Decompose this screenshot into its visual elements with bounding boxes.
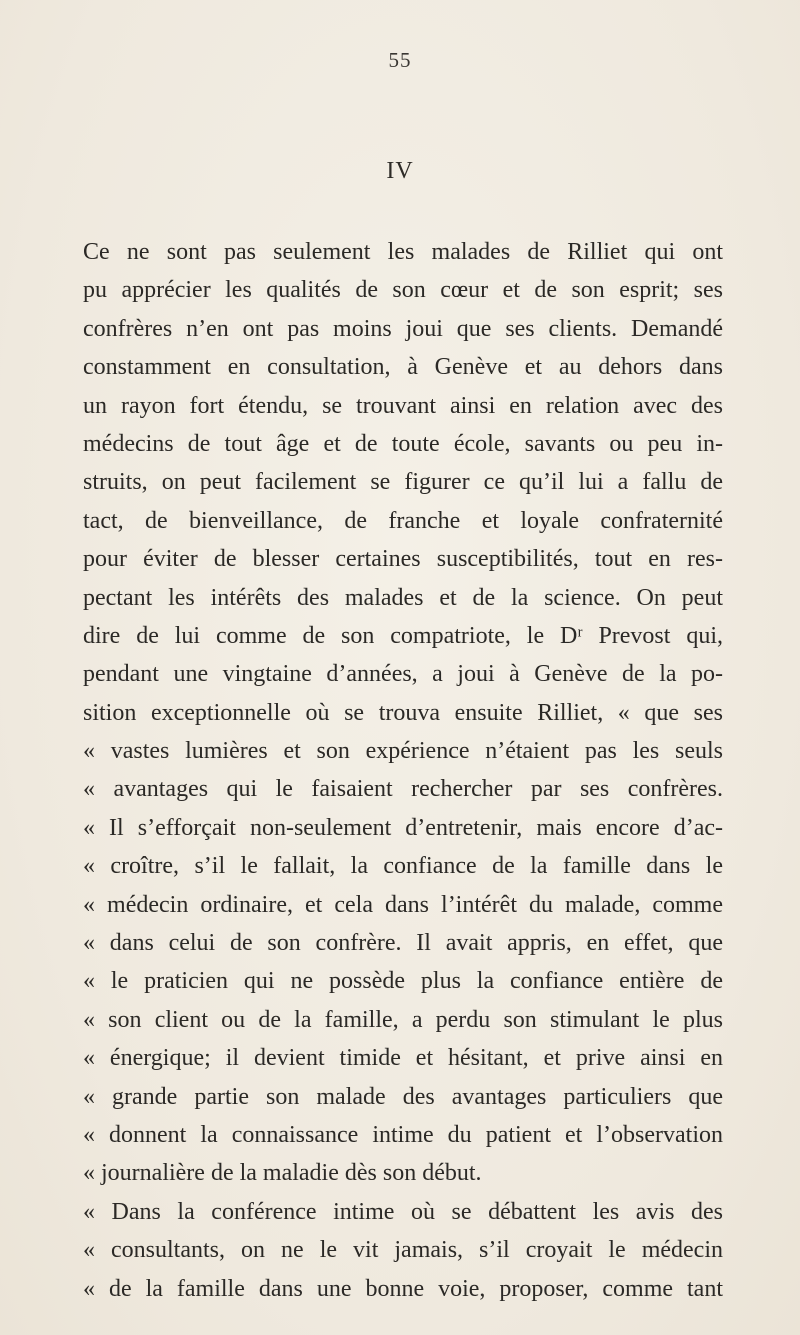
text-line: « avantages qui le faisaient rechercher par ses confrères.: [83, 776, 723, 803]
text-line: sition exceptionnelle où se trouva ensuite Rilliet, « que ses: [83, 699, 723, 726]
text-line: Ce ne sont pas seulement les malades de Rilliet qui ont: [83, 239, 723, 265]
text-line: dire de lui comme de son compatriote, le Dʳ Prevost qui,: [83, 622, 723, 649]
chapter-heading: IV: [386, 158, 414, 184]
text-line: « Il s’efforçait non-seulement d’entretenir, mais encore d’ac-: [83, 814, 723, 841]
text-line: « grande partie son malade des avantages particuliers que: [83, 1083, 723, 1110]
text-line: « consultants, on ne le vit jamais, s’il croyait le médecin: [83, 1237, 723, 1264]
text-line: constamment en consultation, à Genève et au dehors dans: [83, 354, 723, 381]
text-line: pendant une vingtaine d’années, a joui à Genève de la po-: [83, 661, 723, 688]
text-line: « journalière de la maladie dès son début.: [83, 1160, 482, 1187]
text-line: « vastes lumières et son expérience n’étaient pas les seuls: [83, 738, 723, 765]
text-line: un rayon fort étendu, se trouvant ainsi en relation avec des: [83, 392, 723, 419]
text-line: « le praticien qui ne possède plus la confiance entière de: [83, 968, 723, 995]
text-line: « donnent la connaissance intime du patient et l’observation: [83, 1121, 723, 1148]
text-line: « son client ou de la famille, a perdu son stimulant le plus: [83, 1006, 723, 1033]
text-line: « médecin ordinaire, et cela dans l’intérêt du malade, comme: [83, 891, 723, 918]
text-line: pour éviter de blesser certaines susceptibilités, tout en res-: [83, 546, 723, 573]
text-line: médecins de tout âge et de toute école, savants ou peu in-: [83, 430, 723, 457]
text-line: tact, de bienveillance, de franche et loyale confraternité: [83, 507, 723, 534]
text-line: pectant les intérêts des malades et de la science. On peut: [83, 584, 723, 611]
text-line: « énergique; il devient timide et hésitant, et prive ainsi en: [83, 1045, 723, 1072]
text-line: « Dans la conférence intime où se débattent les avis des: [83, 1198, 723, 1225]
text-line: « de la famille dans une bonne voie, proposer, comme tant: [83, 1275, 723, 1302]
text-line: « croître, s’il le fallait, la confiance de la famille dans le: [83, 853, 723, 880]
text-line: « dans celui de son confrère. Il avait appris, en effet, que: [83, 930, 723, 957]
page-number: 55: [388, 48, 412, 72]
text-line: struits, on peut facilement se figurer ce qu’il lui a fallu de: [83, 469, 723, 496]
body-text: [83, 233, 723, 1308]
text-line: pu apprécier les qualités de son cœur et de son esprit; ses: [83, 277, 723, 304]
text-line: confrères n’en ont pas moins joui que ses clients. Demandé: [83, 315, 723, 342]
